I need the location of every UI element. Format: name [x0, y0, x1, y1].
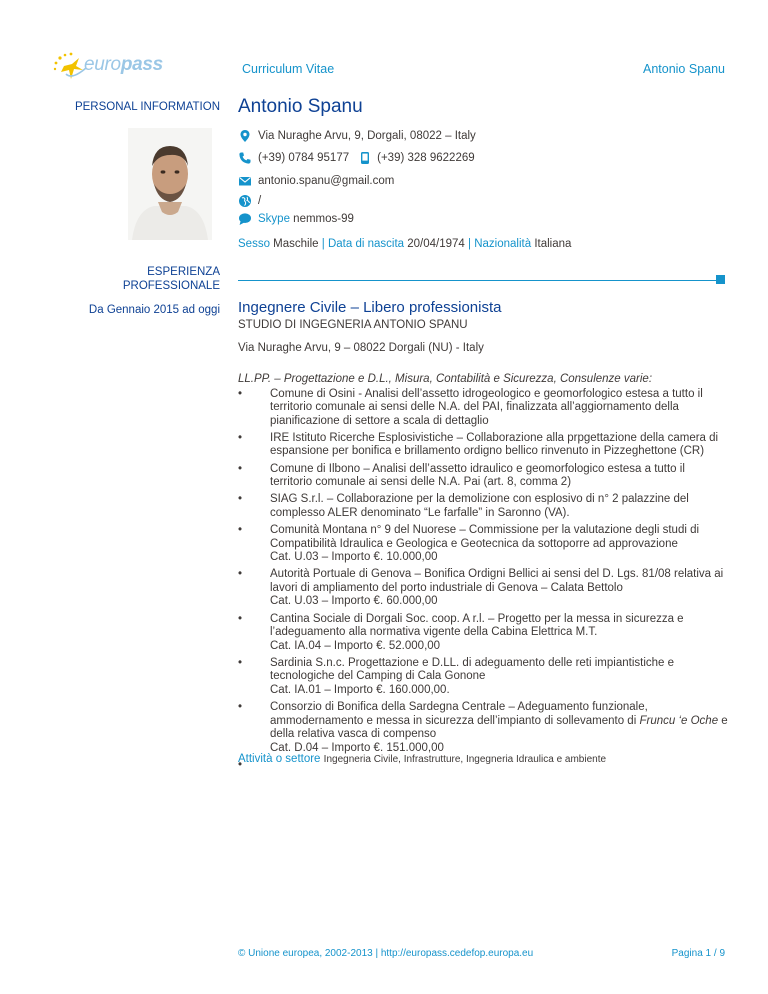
im-label: Skype [258, 213, 290, 225]
profile-photo [128, 128, 212, 240]
address-row [238, 129, 476, 143]
website-row [238, 194, 261, 208]
im-value: nemmos-99 [293, 213, 354, 225]
employer-name: STUDIO DI INGEGNERIA ANTONIO SPANU [238, 319, 468, 331]
email-icon [238, 174, 252, 188]
birth-label: Data di nascita [327, 238, 405, 250]
mobile-value: (+39) 328 9622269 [377, 152, 475, 164]
employer-address: Via Nuraghe Arvu, 9 – 08022 Dorgali (NU) - Italy [238, 342, 484, 354]
phone-value: (+39) 0784 95177 [258, 152, 350, 164]
sector-label: Attività o settore [238, 753, 321, 765]
section-divider-square [716, 275, 725, 284]
list-item: • Cantina Sociale di Dorgali Soc. coop. A r.l. – Progetto per la messa in sicurezza e l’adeguamento alla normativa vigente della Cabina Elettrica M.T. Cat. IA.04 – Importo €. 52.000,00 [238, 613, 728, 654]
nationality-value: Italiana [534, 238, 572, 250]
logo-text-light: euro [84, 54, 121, 75]
candidate-name: Antonio Spanu [238, 96, 363, 117]
list-item: • Comune di Ilbono – Analisi dell’assetto idraulico e geomorfologico estesa a tutto il territorio comunale ai sensi delle N.A. Pai (art. 8, comma 2) [238, 463, 728, 490]
europass-logo [52, 52, 167, 84]
list-item: • IRE Istituto Ricerche Esplosivistiche – Collaborazione alla prpgettazione della camera di espansione per bonifica e brillamento ordigno bellico rinvenuto in Pizzeghettone (CR) [238, 432, 728, 459]
separator: | [321, 238, 325, 250]
list-item: • Sardinia S.n.c. Progettazione e D.LL. di adeguamento delle reti impiantistiche e tecnologiche del Camping di Cala Gonone Cat. IA.01 – Importo €. 160.000,00. [238, 657, 728, 698]
separator: | [468, 238, 472, 250]
birth-value: 20/04/1974 [407, 238, 465, 250]
job-description [238, 373, 728, 776]
chat-icon [238, 212, 252, 226]
job-title: Ingegnere Civile – Libero professionista [238, 299, 502, 316]
project-list [238, 388, 728, 773]
website-value[interactable]: / [258, 195, 262, 207]
list-item: • SIAG S.r.l. – Collaborazione per la demolizione con esplosivo di n° 2 palazzine del complesso ALER denominato “Le farfalle” in Saronno (VA). [238, 493, 728, 520]
list-item: • Comunità Montana n° 9 del Nuorese – Commissione per la valutazione degli studi di Compatibilità Idraulica e Geologica e Geotecnica da sottoporre ad approvazione Cat. U.03 – Importo €. 10.000,00 [238, 524, 728, 565]
sector-value: Ingegneria Civile, Infrastrutture, Ingegneria Idraulica e ambiente [323, 754, 607, 765]
experience-section-label: ESPERIENZA PROFESSIONALE [122, 266, 220, 292]
list-item: • Consorzio di Bonifica della Sardegna Centrale – Adeguamento funzionale, ammodernamento e messa in sicurezza dell’impianto di sollevamento di Fruncu ‘e Oche e della relativa vasca di compenso Cat. D.04 – Importo €. 151.000,00 [238, 701, 728, 755]
im-row [238, 212, 354, 226]
job-description-intro: LL.PP. – Progettazione e D.L., Misura, Contabilità e Sicurezza, Consulenze varie: [238, 373, 653, 385]
sex-label: Sesso [238, 238, 270, 250]
section-divider [238, 280, 716, 281]
personal-information-label: PERSONAL INFORMATION [74, 101, 220, 113]
phone-row [238, 151, 475, 165]
location-icon [238, 129, 252, 143]
list-item: • Comune di Osini - Analisi dell’assetto idrogeologico e geomorfologico estesa a tutto il territorio comunale ai sensi delle N.A. del PAI, finalizzata all’aggiornamento della pianificazione di settore a scala di dettaglio [238, 388, 728, 429]
phone-icon [238, 151, 252, 165]
document-type: Curriculum Vitae [242, 62, 335, 76]
website-icon [238, 194, 252, 208]
job-dates: Da Gennaio 2015 ad oggi [88, 304, 220, 316]
list-item: • Autorità Portuale di Genova – Bonifica Ordigni Bellici ai sensi del D. Lgs. 81/08 relativa ai lavori di ampliamento del porto industriale di Genova – Calata Bettolo Cat. U.03 – Importo €. 60.000,00 [238, 568, 728, 609]
header-name: Antonio Spanu [642, 62, 725, 76]
mobile-icon [359, 151, 371, 165]
footer-copyright[interactable]: © Unione europea, 2002-2013 | http://europass.cedefop.europa.eu [238, 948, 534, 959]
nationality-label: Nazionalità [474, 238, 532, 250]
email-row [238, 174, 394, 188]
sector-row [238, 753, 606, 765]
personal-details [238, 238, 571, 250]
sex-value: Maschile [273, 238, 319, 250]
address-value: Via Nuraghe Arvu, 9, Dorgali, 08022 – Italy [258, 130, 476, 142]
email-link[interactable]: antonio.spanu@gmail.com [258, 175, 395, 187]
page-number: Pagina 1 / 9 [671, 948, 725, 959]
logo-text-bold: pass [120, 54, 163, 75]
